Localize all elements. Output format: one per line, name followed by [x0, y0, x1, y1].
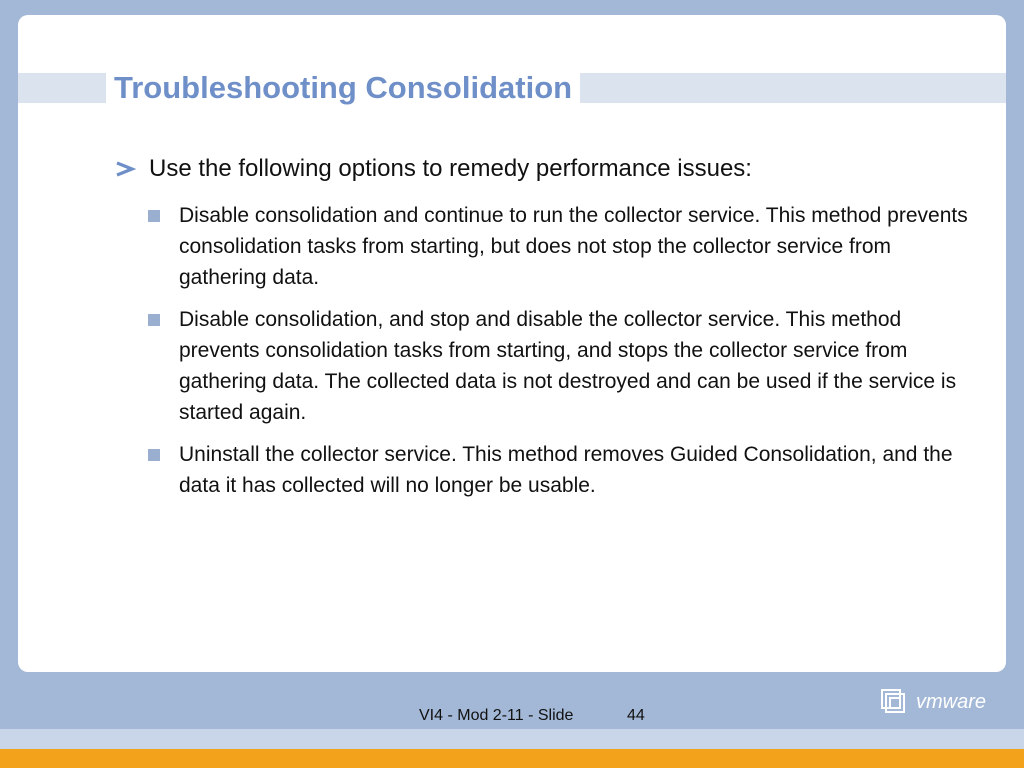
vmware-logo [880, 688, 1000, 716]
sub-bullet-text: Disable consolidation and continue to run the collector service. This method prevents consolidation tasks from starting, but does not stop the collector service from gathering data. [179, 204, 968, 289]
slide-title: Troubleshooting Consolidation [106, 68, 580, 108]
slide-number: 44 [627, 707, 645, 724]
sub-bullet-text: Uninstall the collector service. This method removes Guided Consolidation, and the data it has collected will no longer be usable. [179, 443, 953, 497]
footer-stripe-light [0, 729, 1024, 749]
footer-label: VI4 - Mod 2-11 - Slide [419, 707, 574, 724]
square-bullet-icon [148, 314, 160, 326]
footer-stripe-orange [0, 749, 1024, 768]
square-bullet-icon [148, 210, 160, 222]
sub-bullet-text: Disable consolidation, and stop and disable the collector service. This method prevents consolidation tasks from starting, and stops the collector service from gathering data. The collected data is not destroyed and can be used if the service is started again. [179, 308, 957, 424]
vmware-logo-icon [880, 688, 910, 716]
bullet-text: Use the following options to remedy performance issues: [149, 155, 752, 182]
square-bullet-icon [148, 449, 160, 461]
chevron-right-icon [114, 158, 136, 180]
vmware-logo-text: vmware [916, 691, 987, 713]
